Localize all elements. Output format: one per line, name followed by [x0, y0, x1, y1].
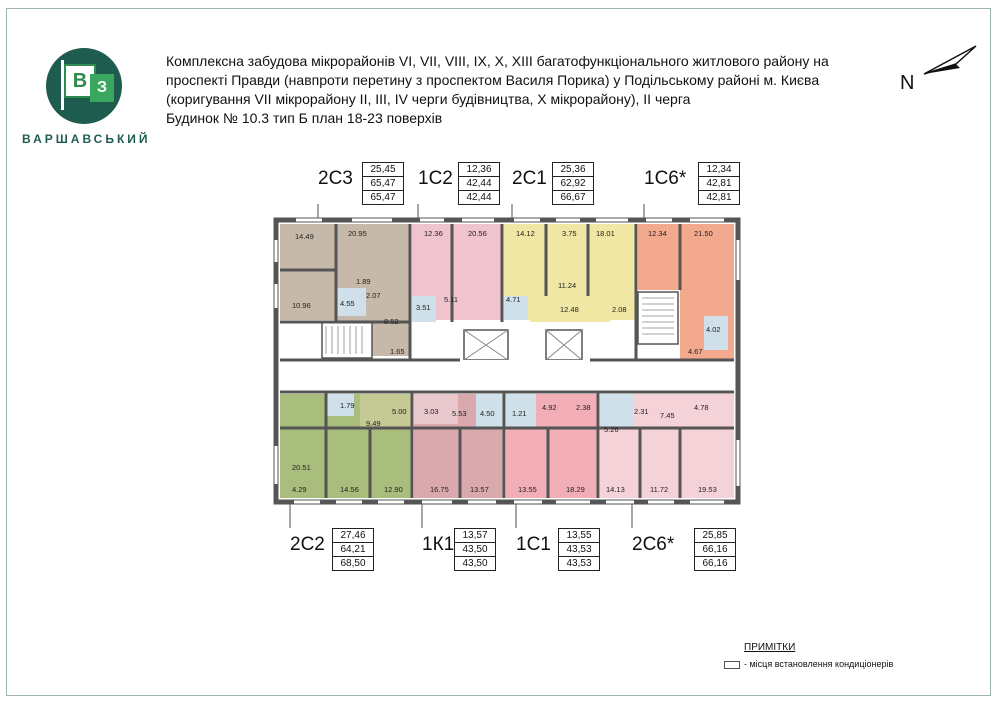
- room-area: 19.53: [698, 485, 717, 494]
- room-area: 12.34: [648, 229, 667, 238]
- room-area: 11.72: [650, 485, 669, 494]
- apartment-code: 1С2: [418, 168, 453, 189]
- apartment-code: 1С6*: [644, 168, 687, 189]
- room-area: 4.92: [542, 403, 557, 412]
- room-area: 1.21: [512, 409, 527, 418]
- room-area: 13.57: [470, 485, 489, 494]
- total-area: 66,16: [695, 542, 735, 556]
- title-line-4: Будинок № 10.3 тип Б план 18-23 поверхів: [166, 110, 443, 126]
- gross-area: 42,81: [699, 190, 739, 204]
- room-area: 14.56: [340, 485, 359, 494]
- room-area: 1.79: [340, 401, 355, 410]
- room-area: 8.52: [384, 317, 399, 326]
- room-area: 3.75: [562, 229, 577, 238]
- room-area: 4.02: [706, 325, 721, 334]
- room-area: 12.90: [384, 485, 403, 494]
- living-area: 25,36: [560, 164, 586, 175]
- room-area: 5.00: [392, 407, 407, 416]
- title-line-1: Комплексна забудова мікрорайонів VI, VII, VIII, IX, X, XIII багатофункціонального житлового району на: [166, 53, 829, 69]
- gross-area: 43,53: [559, 556, 599, 570]
- room-area: 20.56: [468, 229, 487, 238]
- room-area: 21.50: [694, 229, 713, 238]
- north-label: N: [900, 72, 915, 94]
- room-area: 4.29: [292, 485, 307, 494]
- apartment-2s6: [600, 394, 734, 498]
- apartment-code: 2С1: [512, 168, 547, 189]
- room-area: 5.11: [444, 295, 459, 304]
- total-area: 43,50: [455, 542, 495, 556]
- apartment-code: 1С1: [516, 534, 551, 555]
- room-area: 2.38: [576, 403, 591, 412]
- room-area: 12.48: [560, 305, 579, 314]
- gross-area: 42,44: [459, 190, 499, 204]
- room-area: 2.07: [366, 291, 381, 300]
- legend-text: - місця встановлення кондиціонерів: [744, 659, 894, 669]
- total-area: 65,47: [363, 176, 403, 190]
- room-area: 14.49: [295, 232, 314, 241]
- room-area: 2.08: [612, 305, 627, 314]
- room-area: 20.95: [348, 229, 367, 238]
- living-area: 13,55: [566, 530, 592, 541]
- gross-area: 65,47: [363, 190, 403, 204]
- stair-core-right: [638, 292, 678, 344]
- room-area: 11.24: [558, 281, 577, 290]
- living-area: 12,34: [706, 164, 732, 175]
- title-line-3: (коригування VII мікрорайону II, III, IV черги будівництва, X мікрорайону), II черга: [166, 91, 691, 107]
- gross-area: 68,50: [333, 556, 373, 570]
- room-area: 14.12: [516, 229, 535, 238]
- living-area: 25,45: [370, 164, 396, 175]
- room-area: 2.31: [634, 407, 649, 416]
- living-area: 27,46: [340, 530, 366, 541]
- gross-area: 66,16: [695, 556, 735, 570]
- room-area: 1.65: [390, 347, 405, 356]
- room-area: 3.03: [424, 407, 439, 416]
- ac-location-swatch: [724, 661, 740, 669]
- brand-name: ВАРШАВСЬКИЙ: [22, 132, 151, 146]
- room-area: 7.45: [660, 411, 675, 420]
- total-area: 43,53: [559, 542, 599, 556]
- stair-core-left: [322, 322, 372, 358]
- legend: [724, 659, 893, 669]
- apartment-code: 2С2: [290, 534, 325, 555]
- room-area: 13.55: [518, 485, 537, 494]
- room-area: 4.67: [688, 347, 703, 356]
- gross-area: 66,67: [553, 190, 593, 204]
- gross-area: 43,50: [455, 556, 495, 570]
- logo-flag-left: В: [64, 64, 96, 98]
- total-area: 42,81: [699, 176, 739, 190]
- room-area: 10.96: [292, 301, 311, 310]
- room-area: 1.89: [356, 277, 371, 286]
- room-area: 4.55: [340, 299, 355, 308]
- room-area: 20.51: [292, 463, 311, 472]
- room-area: 3.51: [416, 303, 431, 312]
- title-line-2: проспекті Правди (навпроти перетину з проспектом Василя Порика) у Подільському районі м. Києва: [166, 72, 820, 88]
- room-area: 5.26: [604, 425, 619, 434]
- apartment-code: 2С3: [318, 168, 353, 189]
- apartment-code: 1К1: [422, 534, 455, 555]
- room-area: 18.29: [566, 485, 585, 494]
- total-area: 62,92: [553, 176, 593, 190]
- room-area: 18.01: [596, 229, 615, 238]
- corridor: [280, 360, 734, 392]
- room-area: 4.78: [694, 403, 709, 412]
- living-area: 12,36: [466, 164, 492, 175]
- room-area: 4.50: [480, 409, 495, 418]
- living-area: 13,57: [462, 530, 488, 541]
- logo-flag-right: З: [90, 74, 114, 102]
- total-area: 64,21: [333, 542, 373, 556]
- total-area: 42,44: [459, 176, 499, 190]
- notes-heading: ПРИМІТКИ: [744, 642, 796, 653]
- room-area: 12.36: [424, 229, 443, 238]
- room-area: 4.71: [506, 295, 521, 304]
- room-area: 5.53: [452, 409, 467, 418]
- room-area: 16.75: [430, 485, 449, 494]
- room-area: 9.49: [366, 419, 381, 428]
- room-area: 14.13: [606, 485, 625, 494]
- apartment-code: 2С6*: [632, 534, 675, 555]
- living-area: 25,85: [702, 530, 728, 541]
